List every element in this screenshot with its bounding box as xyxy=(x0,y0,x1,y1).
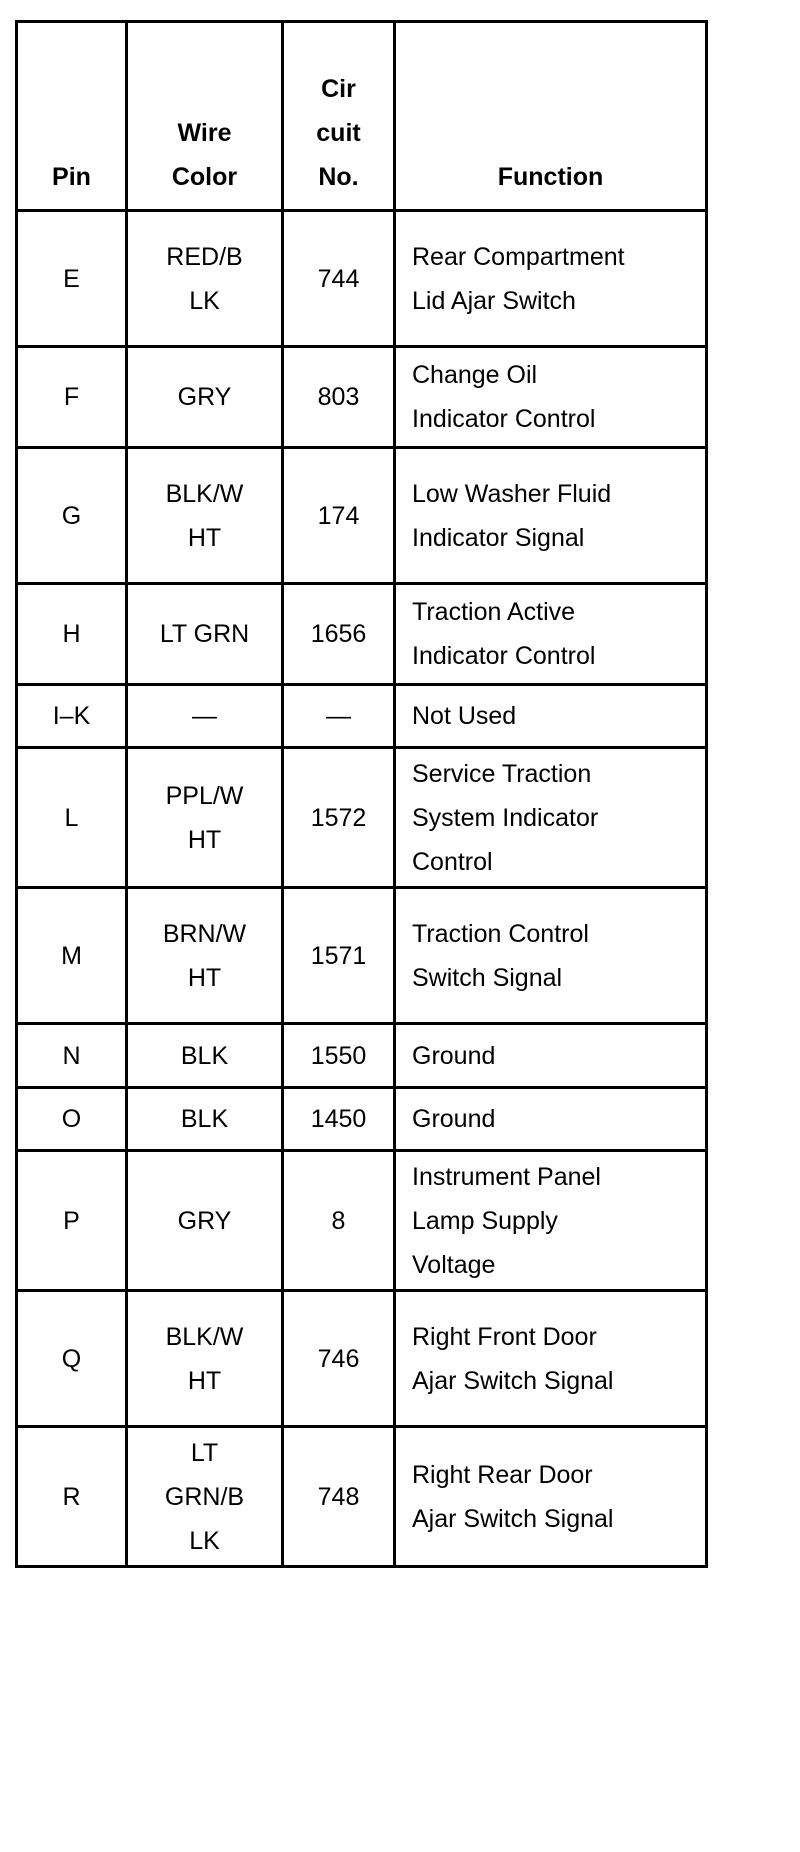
cell-wire-color: BLK xyxy=(127,1024,283,1088)
table-row xyxy=(17,1024,707,1088)
cell-wire-color: — xyxy=(127,685,283,748)
cell-circuit: 744 xyxy=(283,211,395,347)
cell-pin: I–K xyxy=(17,685,127,748)
cell-wire-color: LT GRN/B LK xyxy=(127,1427,283,1567)
cell-circuit: 1450 xyxy=(283,1088,395,1151)
table-row xyxy=(17,685,707,748)
cell-function: Not Used xyxy=(395,685,707,748)
cell-function: Rear Compartment Lid Ajar Switch xyxy=(395,211,707,347)
cell-function: Ground xyxy=(395,1088,707,1151)
table-row xyxy=(17,1088,707,1151)
table-row xyxy=(17,888,707,1024)
table-row xyxy=(17,448,707,584)
cell-pin: L xyxy=(17,748,127,888)
cell-circuit: 1656 xyxy=(283,584,395,685)
cell-circuit: 748 xyxy=(283,1427,395,1567)
header-circuit-number: Cir cuit No. xyxy=(283,22,395,211)
cell-circuit: 746 xyxy=(283,1291,395,1427)
table-row xyxy=(17,584,707,685)
table-row xyxy=(17,1427,707,1567)
header-pin: Pin xyxy=(17,22,127,211)
cell-pin: G xyxy=(17,448,127,584)
table-row xyxy=(17,211,707,347)
cell-function: Traction Control Switch Signal xyxy=(395,888,707,1024)
cell-circuit: 1571 xyxy=(283,888,395,1024)
cell-pin: N xyxy=(17,1024,127,1088)
cell-pin: Q xyxy=(17,1291,127,1427)
cell-function: Instrument Panel Lamp Supply Voltage xyxy=(395,1151,707,1291)
cell-pin: P xyxy=(17,1151,127,1291)
cell-pin: M xyxy=(17,888,127,1024)
cell-wire-color: PPL/W HT xyxy=(127,748,283,888)
table-body xyxy=(17,211,707,1567)
cell-function: Right Rear Door Ajar Switch Signal xyxy=(395,1427,707,1567)
cell-function: Traction Active Indicator Control xyxy=(395,584,707,685)
header-row xyxy=(17,22,707,211)
table-row xyxy=(17,1291,707,1427)
cell-function: Right Front Door Ajar Switch Signal xyxy=(395,1291,707,1427)
cell-wire-color: RED/B LK xyxy=(127,211,283,347)
cell-pin: O xyxy=(17,1088,127,1151)
cell-function: Service Traction System Indicator Control xyxy=(395,748,707,888)
cell-circuit: 8 xyxy=(283,1151,395,1291)
cell-pin: R xyxy=(17,1427,127,1567)
cell-wire-color: BLK xyxy=(127,1088,283,1151)
cell-wire-color: LT GRN xyxy=(127,584,283,685)
cell-wire-color: GRY xyxy=(127,347,283,448)
cell-function: Ground xyxy=(395,1024,707,1088)
cell-pin: F xyxy=(17,347,127,448)
cell-function: Change Oil Indicator Control xyxy=(395,347,707,448)
cell-wire-color: BLK/W HT xyxy=(127,448,283,584)
cell-pin: E xyxy=(17,211,127,347)
cell-circuit: 1550 xyxy=(283,1024,395,1088)
cell-wire-color: BRN/W HT xyxy=(127,888,283,1024)
cell-wire-color: BLK/W HT xyxy=(127,1291,283,1427)
connector-pinout-table xyxy=(15,20,708,1568)
cell-wire-color: GRY xyxy=(127,1151,283,1291)
table-row xyxy=(17,748,707,888)
cell-circuit: 1572 xyxy=(283,748,395,888)
cell-pin: H xyxy=(17,584,127,685)
cell-circuit: — xyxy=(283,685,395,748)
cell-circuit: 174 xyxy=(283,448,395,584)
cell-circuit: 803 xyxy=(283,347,395,448)
table-row xyxy=(17,1151,707,1291)
header-wire-color: Wire Color xyxy=(127,22,283,211)
table-header xyxy=(17,22,707,211)
table-row xyxy=(17,347,707,448)
header-function: Function xyxy=(395,22,707,211)
cell-function: Low Washer Fluid Indicator Signal xyxy=(395,448,707,584)
